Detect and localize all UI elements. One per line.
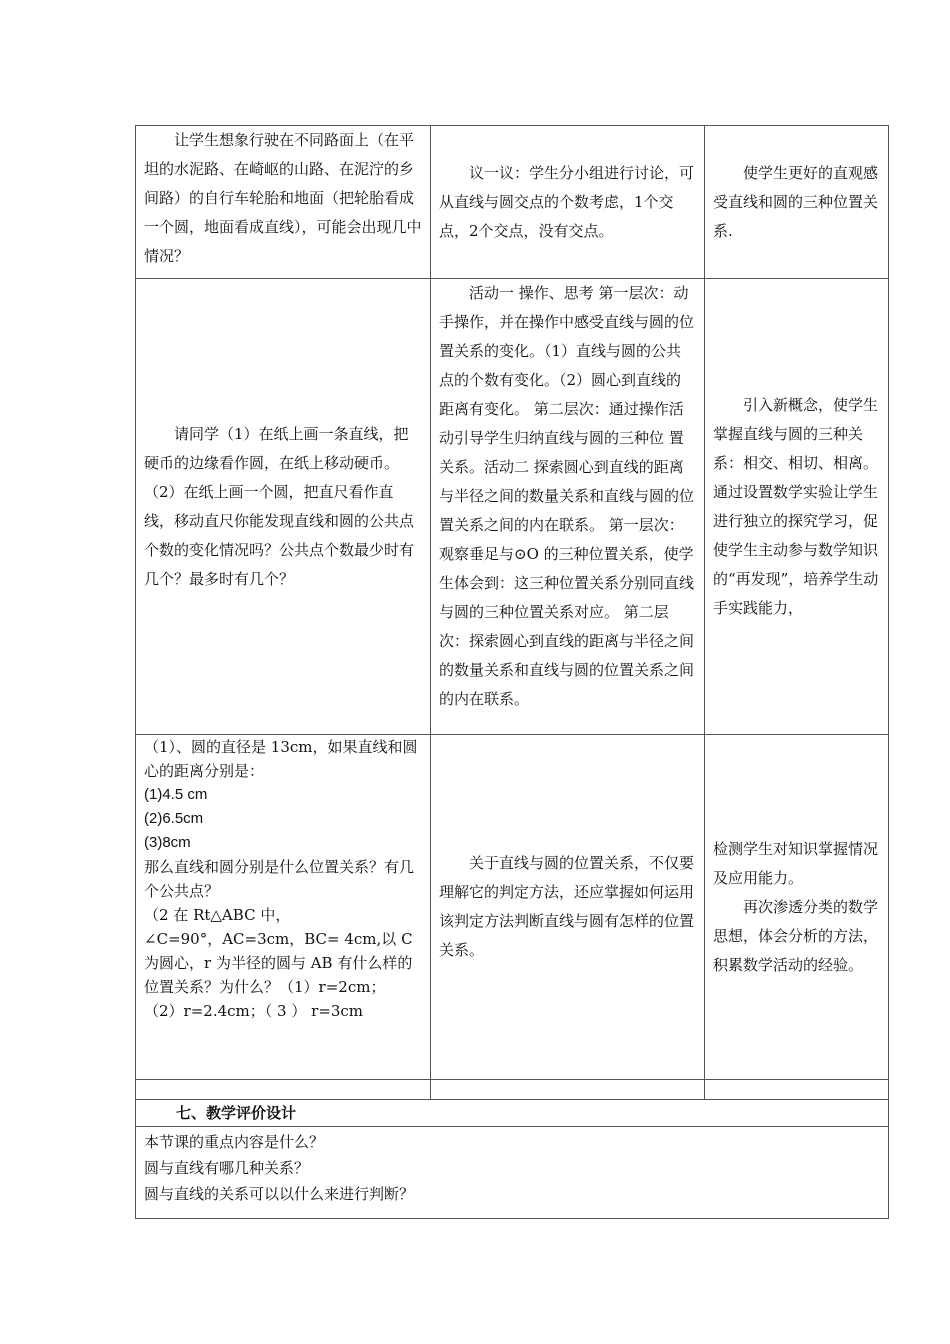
table-row	[136, 126, 889, 279]
empty-cell	[705, 1080, 889, 1100]
evaluation-question: 圆与直线的关系可以以什么来进行判断？	[144, 1185, 415, 1203]
empty-cell	[431, 1080, 705, 1100]
activity-cell	[136, 279, 431, 735]
student-text: 活动一 操作、思考 第一层次：动手操作，并在操作中感受直线与圆的位置关系的变化。（1）直线与圆的公共点的个数有变化。（2）圆心到直线的距离有变化。 第二层次：通过操作活动引导学生归纳直线与圆的三种位 置关系。活动二 探索圆心到直线的距离与半径之间的数量关系和直线与圆的位置关系之间的内在联系。 第一层次：观察垂足与⊙O 的三种位置关系，使学生体会到：这三种位置关系分别同直线与圆的三种位置关系对应。 第二层次：探索圆心到直线的距离与半径之间的数量关系和直线与圆的位置关系之间的内在联系。	[439, 284, 695, 708]
exercise-line: (3)8cm	[144, 834, 191, 851]
student-cell	[431, 126, 705, 279]
evaluation-row	[136, 1127, 889, 1219]
intent-text: 引入新概念，使学生掌握直线与圆的三种关系：相交、相切、相离。通过设置数学实验让学生进行独立的探究学习，促使学生主动参与数学知识的“再发现”，培养学生动手实践能力，	[713, 395, 879, 617]
evaluation-cell	[136, 1127, 889, 1219]
student-cell	[431, 279, 705, 735]
empty-row	[136, 1080, 889, 1100]
activity-cell	[136, 126, 431, 279]
lesson-table	[135, 125, 889, 1219]
table-row	[136, 279, 889, 735]
exercise-line: (1)4.5 cm	[144, 786, 208, 803]
table-row	[136, 735, 889, 1080]
empty-cell	[136, 1080, 431, 1100]
section-title-row	[136, 1100, 889, 1127]
activity-text: 让学生想象行驶在不同路面上（在平坦的水泥路、在崎岖的山路、在泥泞的乡间路）的自行车轮胎和地面（把轮胎看成一个圆，地面看成直线），可能会出现几中情况？	[144, 131, 422, 265]
intent-cell	[705, 735, 889, 1080]
evaluation-question: 本节课的重点内容是什么？	[144, 1133, 325, 1151]
student-cell	[431, 735, 705, 1080]
intent-cell	[705, 279, 889, 735]
exercise-line: （2）r=2.4cm；（ 3 ） r=3cm	[144, 1002, 364, 1020]
exercise-line: 那么直线和圆分别是什么位置关系？有几个公共点？	[144, 858, 415, 900]
intent-text: 使学生更好的直观感受直线和圆的三种位置关系.	[713, 163, 879, 240]
section-title: 七、教学评价设计	[136, 1100, 889, 1127]
intent-cell	[705, 126, 889, 279]
exercise-line: ∠C=90°，AC=3cm，BC= 4cm,以 C 为圆心，r 为半径的圆与 AB 有什么样的位置关系？为什么？（1）r=2cm；	[144, 930, 413, 996]
evaluation-question: 圆与直线有哪几种关系？	[144, 1159, 310, 1177]
student-text: 关于直线与圆的位置关系，不仅要理解它的判定方法，还应掌握如何运用该判定方法判断直线与圆有怎样的位置关系。	[439, 854, 695, 959]
intent-text: 检测学生对知识掌握情况及应用能力。	[713, 839, 879, 887]
activity-text: 请同学（1）在纸上画一条直线，把硬币的边缘看作圆，在纸上移动硬币。（2）在纸上画一个圆，把直尺看作直线，移动直尺你能发现直线和圆的公共点个数的变化情况吗？公共点个数最少时有几个？最多时有几个？	[144, 424, 415, 588]
exercise-line: （1）、圆的直径是 13cm，如果直线和圆心的距离分别是：	[144, 738, 418, 780]
exercise-line: (2)6.5cm	[144, 810, 204, 827]
exercise-line: （2 在 Rt△ABC 中，	[144, 906, 291, 924]
intent-text: 再次渗透分类的数学思想，体会分析的方法，积累数学活动的经验。	[713, 897, 879, 974]
exercise-cell	[136, 735, 431, 1080]
student-text: 议一议：学生分小组进行讨论，可从直线与圆交点的个数考虑，1个交点，2个交点，没有交点。	[439, 163, 695, 240]
